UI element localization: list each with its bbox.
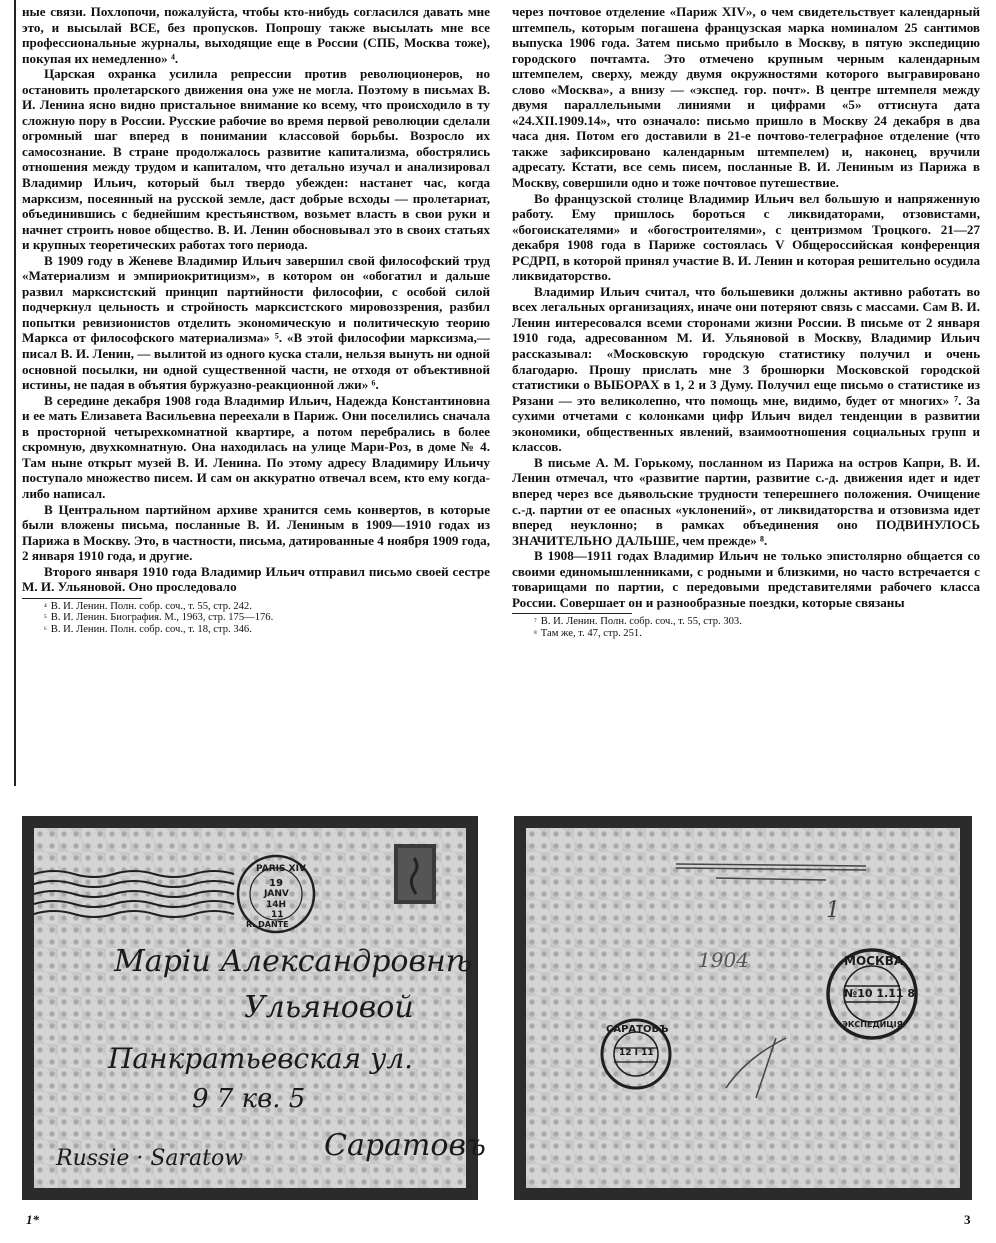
postmark-text: 11 xyxy=(271,910,284,920)
paragraph: В 1909 году в Женеве Владимир Ильич завершил свой философский труд «Материализм и эмпириокритицизм», в котором он «обогатил и дальше развил марксистский принцип партийности философии, с особой силой подчеркнул цельность и стройность марксистского мировоззрения, разбил попытки ревизионистов отделить экономическую и политическую теорию Маркса от философского материализма» ⁵. «В этой философии марксизма,— писал В. И. Ленин, — вылитой из одного куска стали, нельзя вынуть ни одной основной посылки, ни одной существенной части, не отходя от объективной истины, не падая в объятия буржуазно-реакционной лжи» ⁶. xyxy=(22,252,490,393)
handwritten-addressee-line: Ульяновой xyxy=(244,990,414,1025)
paragraph: Царская охранка усилила репрессии против революционеров, но остановить пролетарского движения она уже не могла. Поэтому в письмах В. И. Ленина ясно видно пристальное внимание ко всему, что происходило в ту сложную пору в России. Русские рабочие во время первой революции сделали огромный шаг вперед в понимании классовой борьбы. Возросло их самосознание. В стране продолжалось развитие капитализма, обострялись отношения между трудом и капиталом, что детально изучал и анализировал Владимир Ильич, который был твердо убежден: настанет час, когда марксизм, посеянный на русской земле, даст добрые всходы — пролетариат, объединившись с беднейшим крестьянством, возьмет власть в свои руки и начнет строить новое общество. В. И. Ленин обосновывал это в своих статьях и крупных теоретических работах того периода. xyxy=(22,66,490,253)
envelope-front xyxy=(34,828,486,1188)
page-number-right: 3 xyxy=(964,1212,971,1227)
cancellation-lines-icon xyxy=(34,871,234,917)
left-text-column xyxy=(22,4,490,636)
envelope-back-marks xyxy=(526,828,960,1188)
handwritten-address-line: 9 7 кв. 5 xyxy=(192,1084,306,1114)
footnote-divider xyxy=(512,613,632,614)
moscow-postmark-date: №10 1.11 8 xyxy=(844,987,915,1000)
paragraph: В середине декабря 1908 года Владимир Ильич, Надежда Константиновна и ее мать Елизавета Васильевна переехали в Париж. Они поселились сначала в просторной четырехкомнатной квартире, а потом перебрались в более скромную, двухкомнатную. Она находилась на улице Мари-Роз, в доме № 4. Там ныне открыт музей В. И. Ленина. По этому адресу Владимиру Ильичу поступало множество писем. И сам он аккуратно отвечал всем, кто ему когда-либо написал. xyxy=(22,392,490,501)
left-margin-rule xyxy=(14,0,16,786)
footnote: ⁷ В. И. Ленин. Полн. собр. соч., т. 55, стр. 303. xyxy=(534,616,742,628)
pencil-note: 1904 xyxy=(698,948,749,972)
saratov-postmark-date: 12 I 11 xyxy=(619,1048,654,1058)
right-text-column xyxy=(512,4,980,640)
footnote: ⁶ В. И. Ленин. Полн. собр. соч., т. 18, стр. 346. xyxy=(44,623,252,635)
envelope-back xyxy=(526,828,960,1188)
handwritten-address-line: Панкратьевская ул. xyxy=(108,1042,414,1075)
pencil-note: 1 xyxy=(826,898,840,923)
envelope-back-photo xyxy=(514,816,972,1200)
postmark-text: R. DANTE xyxy=(246,920,289,929)
paragraph: В Центральном партийном архиве хранится семь конвертов, в которые были вложены письма, посланные В. И. Лениным в 1909—1910 годах из Парижа в Москву. Это, в частности, письма, датированные 4 ноября 1909 года, 2 января 1910 года, и другие. xyxy=(22,501,490,564)
footnote-divider xyxy=(22,598,142,599)
french-stamp-icon xyxy=(394,844,436,904)
handwritten-city: Саратовъ xyxy=(324,1128,486,1163)
footnote: ⁸ Там же, т. 47, стр. 251. xyxy=(534,627,642,639)
postmark-text: PARIS XIV xyxy=(256,864,306,874)
handwritten-country: Russie · Saratow xyxy=(56,1146,244,1171)
paragraph: Владимир Ильич считал, что большевики должны активно работать во всех легальных организациях, иначе они потеряют связь с массами. Сам В. И. Ленин интересовался всеми сторонами жизни России. В письме от 2 января 1910 года, адресованном М. И. Ульяновой в Москву, Владимир Ильич рассказывал: «Московскую городскую статистику получил и очень благодарю. Прошу прислать мне 3 брошюрки Московской городской статистики о ВЫБОРАХ в 1, 2 и 3 Думу. Получил еще письмо о статистике из Рязани — это великолепно, что помощь мне, видимо, будет от многих» ⁷. За сухими отчетами с колонками цифр Ильич видел тенденции в развитии экономики, общественных явлений, взаимоотношения социальных групп и классов. xyxy=(512,283,980,455)
postmark-text: JANV xyxy=(264,889,289,899)
paragraph: В письме А. М. Горькому, посланном из Парижа на остров Капри, В. И. Ленин отмечал, что «развитие партии, развитие с.-д. движения идет и идет вперед через все дьявольские трудности теперешнего положения. Очищение с.-д. партии от ее опасных «уклонений», от ликвидаторства и отзовизма идет вперед неуклонно; в рамках объединения оно ПОДВИНУЛОСЬ ЗНАЧИТЕЛЬНО ДАЛЬШЕ, чем прежде» ⁸. xyxy=(512,454,980,548)
saratov-postmark-city: САРАТОВЪ xyxy=(606,1024,669,1035)
postmark-text: 14H xyxy=(266,900,287,910)
paragraph: Во французской столице Владимир Ильич вел большую и напряженную работу. Ему пришлось бороться с ликвидаторами, отзовистами, «богоискателями» и «богостроителями», с центризмом Троцкого. 21—27 декабря 1908 года в Париже состоялась V Общероссийская конференция РСДРП, в которой принял участие В. И. Ленин и которая решительно осудила ликвидаторство. xyxy=(512,190,980,284)
envelope-front-photo xyxy=(22,816,486,1200)
moscow-postmark-city: МОСКВА xyxy=(844,954,904,968)
paragraph: через почтовое отделение «Париж XIV», о чем свидетельствует календарный штемпель, которым погашена французская марка номиналом 25 сантимов выпуска 1906 года. Затем письмо прибыло в Москву, в пятую экспедицию городского почтамта. Это отмечено крупным черным календарным штемпелем, сверху, между двумя окружностями которого выгравировано слово «Москва», а внизу — «экспед. гор. почт». В центре штемпеля между двумя параллельными линиями и цифрами «5» оттиснута дата «24.XII.1909.14», что означало: письмо пришло в Москву 24 декабря в два часа дня. Потом его доставили в 21-е почтово-телеграфное отделение (что также зафиксировано календарным штемпелем) и, наконец, вручили адресату. Кстати, все семь писем, посланные В. И. Лениным из Парижа в Москву, совершили одно и тоже почтовое путешествие. xyxy=(512,4,980,191)
footnote: ⁴ В. И. Ленин. Полн. собр. соч., т. 55, стр. 242. xyxy=(44,600,252,612)
postmark-text: 19 xyxy=(269,878,283,889)
handwritten-addressee-line: Марiи Александровнѣ xyxy=(114,944,473,979)
paragraph: Второго января 1910 года Владимир Ильич отправил письмо своей сестре М. И. Ульяновой. Оно проследовало xyxy=(22,563,490,595)
page-number-left: 1* xyxy=(26,1212,39,1227)
moscow-postmark-office: ЭКСПЕДИЦIЯ xyxy=(842,1020,903,1029)
paragraph: ные связи. Похлопочи, пожалуйста, чтобы кто-нибудь согласился давать мне это, и высылай ВСЕ, без пропусков. Попрошу также высылать мне все профессиональные журналы, выходящие еще в России (СПБ, Москва тоже), покупая их немедленно» ⁴. xyxy=(22,4,490,66)
paragraph: В 1908—1911 годах Владимир Ильич не только эпистолярно общается со своими единомышленниками, с родными и близкими, но часто встречается с товарищами по партии, с передовыми представителями рабочего класса России. Совершает он и разнообразные поездки, которые связаны xyxy=(512,548,980,610)
footnote: ⁵ В. И. Ленин. Биография. М., 1963, стр. 175—176. xyxy=(44,612,274,624)
